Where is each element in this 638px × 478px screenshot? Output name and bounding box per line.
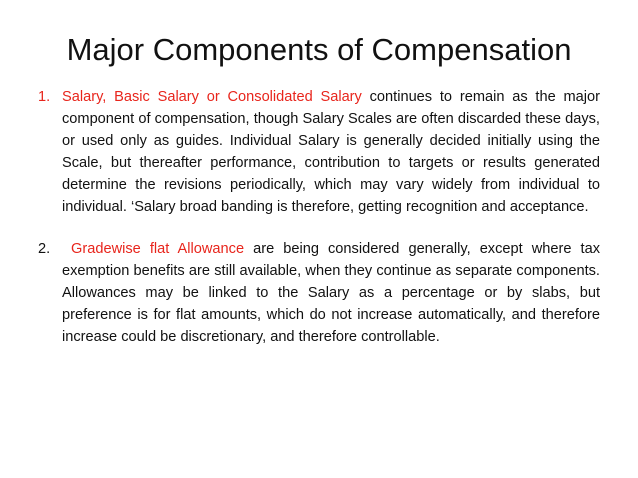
bullet-list bbox=[38, 86, 600, 348]
list-item-highlight: Gradewise flat Allowance bbox=[71, 241, 245, 257]
list-item bbox=[38, 86, 600, 218]
list-item-number: 2. bbox=[38, 241, 51, 257]
list-item-text: continues to remain as the major component of compensation, though Salary Scales are often discarded these days, or used only as guides. Individual Salary is generally decided initially using the Scale, but thereafter performance, contribution to targets or results generated determine the revisions periodically, which may vary widely from individual to individual. ‘Salary broad banding is therefore, getting recognition and acceptance. bbox=[62, 89, 600, 215]
list-item-highlight: Salary, Basic Salary or Consolidated Salary bbox=[62, 89, 362, 105]
list-item-text: are being considered generally, except where tax exemption benefits are still available, when they continue as separate components. Allowances may be linked to the Salary as a percentage or by slabs, but preference is for flat amounts, which do not increase automatically, and therefore increase could be discretionary, and therefore controllable. bbox=[62, 241, 600, 345]
slide-title: Major Components of Compensation bbox=[66, 32, 572, 67]
list-item bbox=[38, 238, 600, 348]
list-item-number: 1. bbox=[38, 89, 51, 105]
